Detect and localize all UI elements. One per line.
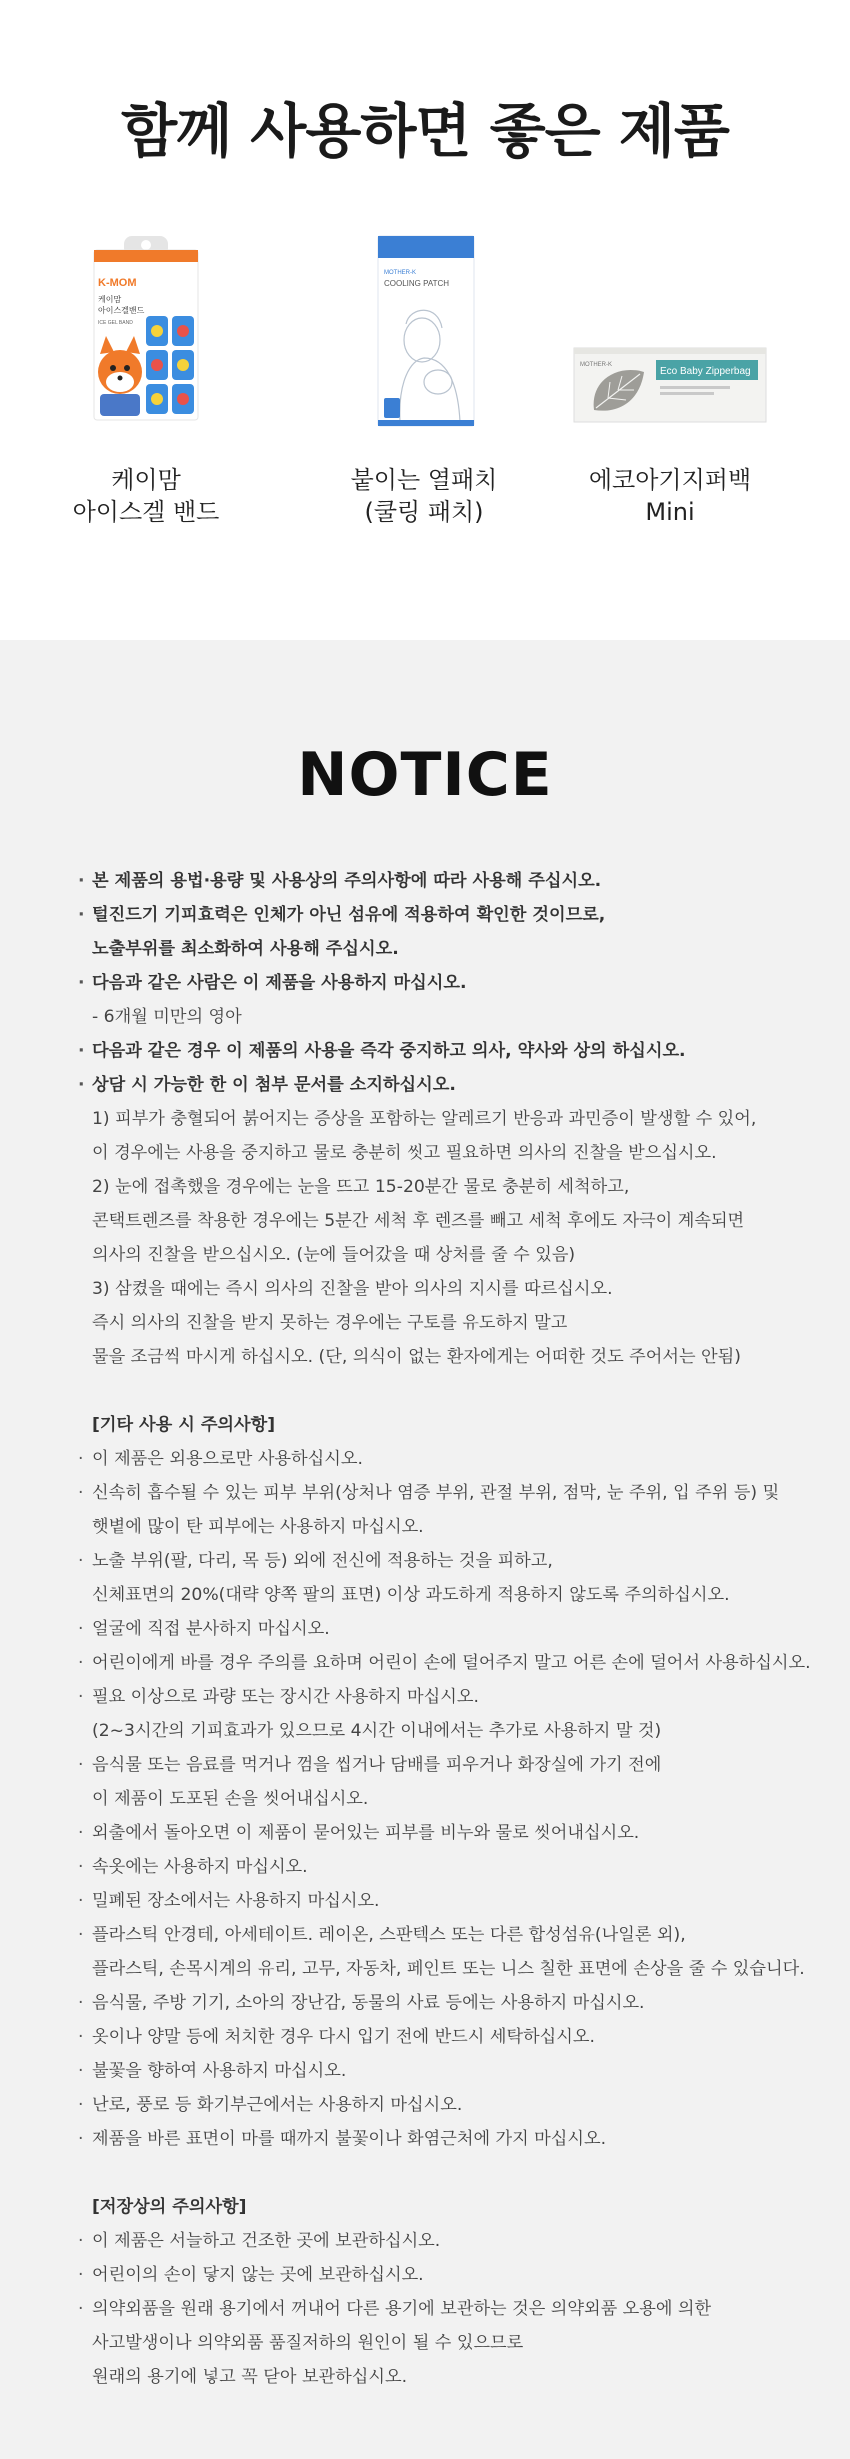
notice-line bbox=[78, 1238, 818, 1272]
product-name-eco-zipperbag: 에코아기지퍼백 Mini bbox=[588, 466, 752, 526]
notice-line bbox=[78, 2122, 818, 2156]
notice-line bbox=[78, 1306, 818, 1340]
notice-line bbox=[78, 932, 818, 966]
bullet-dot: · bbox=[78, 1687, 84, 1707]
bullet-dot: · bbox=[78, 1483, 84, 1503]
notice-text: 음식물, 주방 기기, 소아의 장난감, 동물의 사료 등에는 사용하지 마십시오. bbox=[92, 1993, 645, 2013]
svg-text:MOTHER-K: MOTHER-K bbox=[384, 270, 416, 276]
notice-spacer bbox=[78, 1374, 818, 1408]
cooling-patch-package-illustration bbox=[314, 232, 534, 432]
notice-line bbox=[78, 1068, 818, 1102]
notice-text: [저장상의 주의사항] bbox=[92, 2197, 247, 2217]
notice-line bbox=[78, 1748, 818, 1782]
bullet-dot: · bbox=[78, 1823, 84, 1843]
cooling-patch-label: COOLING PATCH bbox=[384, 279, 450, 288]
notice-line bbox=[78, 1408, 818, 1442]
product-item-cooling-patch[interactable] bbox=[314, 232, 534, 542]
notice-text: 물을 조금씩 마시게 하십시오. (단, 의식이 없는 환자에게는 어떠한 것도 주어서는 안됨) bbox=[92, 1347, 741, 1367]
notice-text: 콘택트렌즈를 착용한 경우에는 5분간 세척 후 렌즈를 빼고 세척 후에도 자극이 계속되면 bbox=[92, 1211, 745, 1231]
notice-line bbox=[78, 864, 818, 898]
svg-text:ICE GEL BAND: ICE GEL BAND bbox=[98, 320, 133, 326]
notice-line bbox=[78, 1034, 818, 1068]
notice-text: 난로, 풍로 등 화기부근에서는 사용하지 마십시오. bbox=[92, 2095, 463, 2115]
notice-line bbox=[78, 1442, 818, 1476]
notice-body bbox=[78, 864, 818, 2394]
notice-text: 어린이의 손이 닿지 않는 곳에 보관하십시오. bbox=[92, 2265, 424, 2285]
zipperbag-box-illustration bbox=[560, 232, 780, 432]
notice-line bbox=[78, 1544, 818, 1578]
bullet-dot: · bbox=[78, 2265, 84, 2285]
notice-text: 옷이나 양말 등에 처치한 경우 다시 입기 전에 반드시 세탁하십시오. bbox=[92, 2027, 595, 2047]
product-item-eco-zipperbag[interactable] bbox=[560, 232, 780, 542]
notice-text: 즉시 의사의 진찰을 받지 못하는 경우에는 구토를 유도하지 말고 bbox=[92, 1313, 568, 1333]
notice-text: 속옷에는 사용하지 마십시오. bbox=[92, 1857, 308, 1877]
notice-text: [기타 사용 시 주의사항] bbox=[92, 1415, 276, 1435]
product-name-kmom: 케이맘 아이스겔 밴드 bbox=[72, 466, 220, 526]
bullet-dot: · bbox=[78, 1653, 84, 1673]
bullet-dot: · bbox=[78, 2231, 84, 2251]
notice-text: 원래의 용기에 넣고 꼭 닫아 보관하십시오. bbox=[92, 2367, 408, 2387]
bullet-dot: · bbox=[78, 1619, 84, 1639]
svg-text:케이맘: 케이맘 bbox=[98, 295, 122, 304]
product-list bbox=[0, 232, 850, 542]
bullet-dot: · bbox=[78, 2061, 84, 2081]
related-products-title: 함께 사용하면 좋은 제품 bbox=[121, 97, 729, 165]
notice-text: 노출부위를 최소화하여 사용해 주십시오. bbox=[92, 939, 399, 959]
notice-text: 2) 눈에 접촉했을 경우에는 눈을 뜨고 15-20분간 물로 충분히 세척하고, bbox=[92, 1177, 630, 1197]
bullet-dot: · bbox=[78, 2027, 84, 2047]
kmom-package-illustration bbox=[36, 232, 256, 432]
notice-text: 신속히 흡수될 수 있는 피부 부위(상처나 염증 부위, 관절 부위, 점막, 눈 주위, 입 주위 등) 및 bbox=[92, 1483, 780, 1503]
notice-text: 얼굴에 직접 분사하지 마십시오. bbox=[92, 1619, 330, 1639]
related-products-section bbox=[0, 0, 850, 640]
notice-line bbox=[78, 2054, 818, 2088]
notice-text: 신체표면의 20%(대략 양쪽 팔의 표면) 이상 과도하게 적용하지 않도록 주의하십시오. bbox=[92, 1585, 730, 1605]
notice-text: 다음과 같은 경우 이 제품의 사용을 즉각 중지하고 의사, 약사와 상의 하십시오. bbox=[92, 1041, 686, 1061]
bullet-dot: · bbox=[78, 1891, 84, 1911]
bullet-dot: · bbox=[78, 1755, 84, 1775]
bullet-dot: · bbox=[78, 1925, 84, 1945]
notice-line bbox=[78, 1986, 818, 2020]
product-image-eco-zipperbag[interactable] bbox=[560, 232, 780, 432]
notice-spacer bbox=[78, 2156, 818, 2190]
svg-text:MOTHER-K: MOTHER-K bbox=[580, 362, 612, 368]
notice-text: 이 제품이 도포된 손을 씻어내십시오. bbox=[92, 1789, 369, 1809]
notice-text: (2~3시간의 기피효과가 있으므로 4시간 이내에서는 추가로 사용하지 말 것) bbox=[92, 1721, 662, 1741]
notice-text: 플라스틱 안경테, 아세테이트. 레이온, 스판텍스 또는 다른 합성섬유(나일론 외), bbox=[92, 1925, 686, 1945]
notice-text: 의약외품을 원래 용기에서 꺼내어 다른 용기에 보관하는 것은 의약외품 오용에 의한 bbox=[92, 2299, 712, 2319]
notice-line bbox=[78, 898, 818, 932]
notice-text: 1) 피부가 충혈되어 붉어지는 증상을 포함하는 알레르기 반응과 과민증이 발생할 수 있어, bbox=[92, 1109, 757, 1129]
notice-line bbox=[78, 1680, 818, 1714]
notice-line bbox=[78, 2360, 818, 2394]
notice-line bbox=[78, 1578, 818, 1612]
bullet-dot: · bbox=[78, 2095, 84, 2115]
notice-line bbox=[78, 1918, 818, 1952]
notice-line bbox=[78, 1170, 818, 1204]
bullet-dot: · bbox=[78, 1041, 85, 1061]
notice-text: 불꽃을 향하여 사용하지 마십시오. bbox=[92, 2061, 347, 2081]
notice-line bbox=[78, 1476, 818, 1510]
kmom-brand-text: K-MOM bbox=[98, 277, 137, 289]
notice-line bbox=[78, 1714, 818, 1748]
notice-text: 다음과 같은 사람은 이 제품을 사용하지 마십시오. bbox=[92, 973, 467, 993]
notice-line bbox=[78, 1816, 818, 1850]
notice-line bbox=[78, 1204, 818, 1238]
product-item-kmom-ice-gel-band[interactable] bbox=[36, 232, 256, 542]
bullet-dot: · bbox=[78, 1551, 84, 1571]
notice-text: 털진드기 기피효력은 인체가 아닌 섬유에 적용하여 확인한 것이므로, bbox=[92, 905, 606, 925]
notice-line bbox=[78, 1510, 818, 1544]
svg-text:아이스겔밴드: 아이스겔밴드 bbox=[98, 306, 145, 315]
notice-text: 이 제품은 서늘하고 건조한 곳에 보관하십시오. bbox=[92, 2231, 441, 2251]
notice-line bbox=[78, 2190, 818, 2224]
notice-text: 의사의 진찰을 받으십시오. (눈에 들어갔을 때 상처를 줄 수 있음) bbox=[92, 1245, 576, 1265]
bullet-dot: · bbox=[78, 1993, 84, 2013]
notice-text: - 6개월 미만의 영아 bbox=[92, 1007, 242, 1027]
notice-line bbox=[78, 1646, 818, 1680]
notice-line bbox=[78, 1884, 818, 1918]
notice-line bbox=[78, 1952, 818, 1986]
notice-line bbox=[78, 2258, 818, 2292]
notice-line bbox=[78, 1612, 818, 1646]
bullet-dot: · bbox=[78, 2129, 84, 2149]
notice-line bbox=[78, 2020, 818, 2054]
bullet-dot: · bbox=[78, 871, 85, 891]
notice-line bbox=[78, 1782, 818, 1816]
product-image-kmom[interactable] bbox=[36, 232, 256, 432]
notice-text: 햇볕에 많이 탄 피부에는 사용하지 마십시오. bbox=[92, 1517, 424, 1537]
bullet-dot: · bbox=[78, 1075, 85, 1095]
notice-text: 플라스틱, 손목시계의 유리, 고무, 자동차, 페인트 또는 니스 칠한 표면에 손상을 줄 수 있습니다. bbox=[92, 1959, 805, 1979]
product-image-cooling-patch[interactable] bbox=[314, 232, 534, 432]
notice-line bbox=[78, 1340, 818, 1374]
bullet-dot: · bbox=[78, 1449, 84, 1469]
notice-text: 필요 이상으로 과량 또는 장시간 사용하지 마십시오. bbox=[92, 1687, 479, 1707]
notice-line bbox=[78, 1000, 818, 1034]
notice-line bbox=[78, 2224, 818, 2258]
notice-text: 3) 삼켰을 때에는 즉시 의사의 진찰을 받아 의사의 지시를 따르십시오. bbox=[92, 1279, 613, 1299]
bullet-dot: · bbox=[78, 973, 85, 993]
notice-text: 이 경우에는 사용을 중지하고 물로 충분히 씻고 필요하면 의사의 진찰을 받으십시오. bbox=[92, 1143, 717, 1163]
notice-line bbox=[78, 2088, 818, 2122]
notice-line bbox=[78, 966, 818, 1000]
notice-text: 본 제품의 용법·용량 및 사용상의 주의사항에 따라 사용해 주십시오. bbox=[92, 871, 602, 891]
notice-text: 사고발생이나 의약외품 품질저하의 원인이 될 수 있으므로 bbox=[92, 2333, 524, 2353]
bullet-dot: · bbox=[78, 905, 85, 925]
notice-line bbox=[78, 1272, 818, 1306]
notice-text: 밀폐된 장소에서는 사용하지 마십시오. bbox=[92, 1891, 380, 1911]
notice-text: 제품을 바른 표면이 마를 때까지 불꽃이나 화염근처에 가지 마십시오. bbox=[92, 2129, 607, 2149]
notice-text: 상담 시 가능한 한 이 첨부 문서를 소지하십시오. bbox=[92, 1075, 456, 1095]
product-name-cooling-patch: 붙이는 열패치 (쿨링 패치) bbox=[350, 466, 498, 526]
notice-line bbox=[78, 2292, 818, 2326]
notice-text: 음식물 또는 음료를 먹거나 껌을 씹거나 담배를 피우거나 화장실에 가기 전에 bbox=[92, 1755, 662, 1775]
zipperbag-label: Eco Baby Zipperbag bbox=[660, 366, 751, 377]
notice-line bbox=[78, 2326, 818, 2360]
bullet-dot: · bbox=[78, 1857, 84, 1877]
notice-text: 노출 부위(팔, 다리, 목 등) 외에 전신에 적용하는 것을 피하고, bbox=[92, 1551, 553, 1571]
notice-text: 이 제품은 외용으로만 사용하십시오. bbox=[92, 1449, 363, 1469]
notice-text: 외출에서 돌아오면 이 제품이 묻어있는 피부를 비누와 물로 씻어내십시오. bbox=[92, 1823, 640, 1843]
notice-title: NOTICE bbox=[297, 740, 553, 810]
notice-text: 어린이에게 바를 경우 주의를 요하며 어린이 손에 덜어주지 말고 어른 손에 덜어서 사용하십시오. bbox=[92, 1653, 811, 1673]
bullet-dot: · bbox=[78, 2299, 84, 2319]
notice-line bbox=[78, 1850, 818, 1884]
notice-line bbox=[78, 1136, 818, 1170]
notice-line bbox=[78, 1102, 818, 1136]
